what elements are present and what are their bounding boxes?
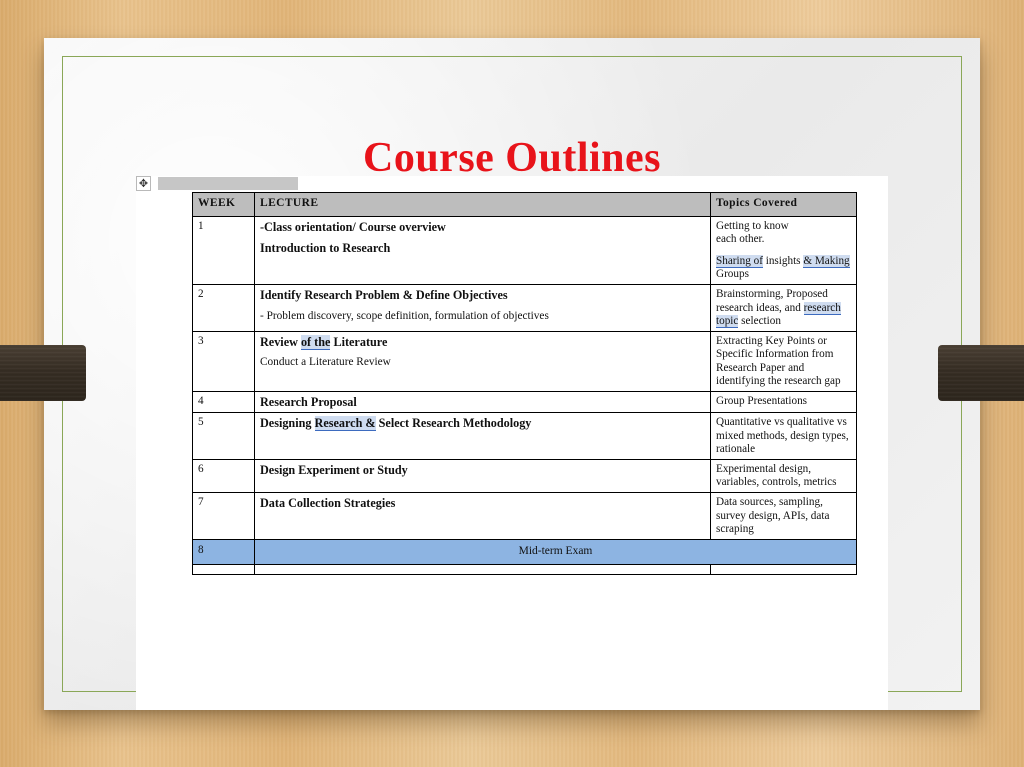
grammar-highlight: & Making — [803, 255, 850, 267]
table-row — [193, 391, 857, 412]
course-outline-table — [192, 192, 857, 575]
cell-lecture — [255, 493, 711, 540]
cell-topics — [711, 564, 857, 574]
cell-week: 1 — [193, 216, 255, 285]
cell-topics — [711, 216, 857, 285]
cell-week: 7 — [193, 493, 255, 540]
table-row — [193, 493, 857, 540]
topics-text: Brainstorming, Proposed research ideas, and — [716, 288, 828, 314]
cell-week: 2 — [193, 285, 255, 332]
page-title: Course Outlines — [362, 135, 661, 181]
cell-week: 8 — [193, 540, 255, 565]
cell-lecture — [255, 460, 711, 493]
cell-topics: Group Presentations — [711, 391, 857, 412]
topics-line: each other. — [716, 232, 765, 245]
topics-text: selection — [738, 314, 781, 327]
lecture-title — [260, 335, 705, 349]
table-move-handle-icon[interactable]: ✥ — [136, 176, 151, 191]
cell-lecture — [255, 413, 711, 460]
lecture-title: -Class orientation/ Course overview — [260, 219, 446, 234]
cell-lecture — [255, 332, 711, 392]
cell-week — [193, 564, 255, 574]
clipboard-clip-right — [938, 345, 1024, 401]
lecture-text: Designing — [260, 416, 315, 431]
table-row — [193, 332, 857, 392]
lecture-subtitle: - Problem discovery, scope definition, formulation of objectives — [260, 309, 549, 322]
cell-week: 6 — [193, 460, 255, 493]
grammar-highlight: research topic — [716, 301, 841, 327]
clipboard-clip-left — [0, 345, 86, 401]
cell-week: 5 — [193, 413, 255, 460]
lecture-subtitle: Introduction to Research — [260, 240, 391, 255]
grammar-highlight: of the — [300, 335, 331, 350]
cell-lecture — [255, 216, 711, 285]
cell-topics: Experimental design, variables, controls, metrics — [711, 460, 857, 493]
presentation-slide — [44, 38, 980, 710]
table-row — [193, 285, 857, 332]
cell-topics: Quantitative vs qualitative vs mixed methods, design types, rationale — [711, 413, 857, 460]
lecture-subtitle: Conduct a Literature Review — [260, 356, 391, 369]
lecture-title: Research Proposal — [260, 394, 357, 409]
topics-line: Getting to know — [716, 219, 789, 232]
embedded-document — [136, 176, 888, 710]
lecture-title: Identify Research Problem & Define Objectives — [260, 288, 508, 303]
cell-midterm-label: Mid-term Exam — [255, 540, 857, 565]
cell-topics: Data sources, sampling, survey design, APIs, data scraping — [711, 493, 857, 540]
cell-topics — [711, 285, 857, 332]
lecture-text: Literature — [330, 335, 388, 350]
table-row — [193, 460, 857, 493]
lecture-text: Review — [260, 335, 301, 350]
topics-spacer — [716, 246, 851, 255]
cell-topics: Extracting Key Points or Specific Information from Research Paper and identifying the research gap — [711, 332, 857, 392]
grammar-highlight: Sharing of — [716, 255, 763, 267]
table-row-clipped — [193, 564, 857, 574]
cell-week: 3 — [193, 332, 255, 392]
cell-week: 4 — [193, 391, 255, 412]
topics-text: Groups — [716, 268, 749, 281]
lecture-text: Select Research Methodology — [375, 416, 532, 431]
cell-lecture — [255, 391, 711, 412]
header-topics: Topics Covered — [711, 193, 857, 217]
grammar-highlight: Research & — [314, 416, 376, 431]
table-header-row — [193, 193, 857, 217]
cell-lecture — [255, 564, 711, 574]
cell-lecture — [255, 285, 711, 332]
header-lecture: LECTURE — [255, 193, 711, 217]
lecture-title: Design Experiment or Study — [260, 463, 408, 478]
table-row — [193, 216, 857, 285]
table-row-midterm — [193, 540, 857, 565]
header-week: WEEK — [193, 193, 255, 217]
table-row — [193, 413, 857, 460]
lecture-title — [260, 416, 705, 430]
topics-line — [716, 255, 851, 281]
lecture-title: Data Collection Strategies — [260, 496, 396, 511]
topics-text: insights — [762, 255, 804, 267]
